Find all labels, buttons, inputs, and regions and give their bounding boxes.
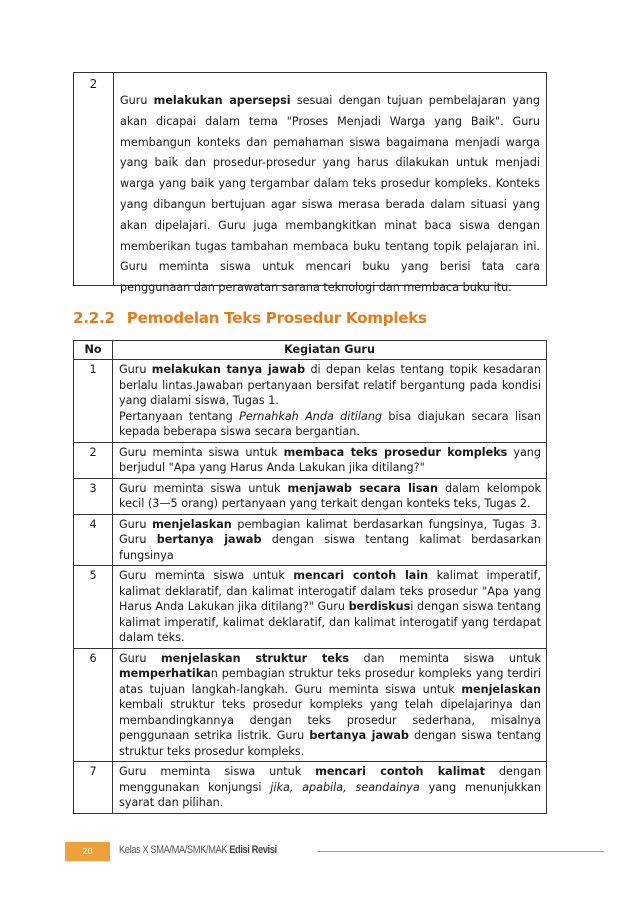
section-title: Pemodelan Teks Prosedur Kompleks — [126, 309, 427, 327]
text-run: Guru — [119, 517, 153, 531]
text-run: kalimat imperatif, kalimat deklaratif, dan kalimat interogatif dalam teks prosedur "Apa yang Harus Anda Lakukan jika ditilang?" Guru — [119, 569, 541, 613]
book-class: Kelas X SMA/MA/SMK/MAK — [119, 844, 230, 856]
row-number: 2 — [74, 442, 113, 478]
text-run: dengan menggunakan konjungsi — [119, 765, 542, 794]
book-edition: Edisi Revisi — [229, 844, 277, 856]
table-row — [74, 566, 547, 649]
bold-text: bertanya jawab — [156, 533, 262, 546]
section-number: 2.2.2 — [73, 309, 115, 327]
section-heading — [73, 309, 427, 327]
row-number: 2 — [89, 77, 98, 91]
activity-text — [113, 648, 547, 762]
italic-text: jika, apabila, seandainya — [270, 780, 420, 794]
bold-text: menjelaskan struktur teks — [160, 651, 349, 665]
bold-text: bertanya jawab — [309, 729, 409, 742]
page-footer — [65, 842, 541, 862]
table-row — [74, 762, 547, 814]
text-run: dengan siswa tentang struktur teks prosedur kompleks. — [119, 729, 541, 758]
text-run: bisa diajukan secara lisan kepada beberapa siswa secara bergantian. — [119, 409, 541, 438]
text-run: n pembagian struktur teks prosedur kompleks yang terdiri atas tujuan langkah-langkah. Guru meminta siswa untuk — [119, 667, 541, 696]
bold-text: melakukan apersepsi — [153, 94, 291, 107]
row-number: 6 — [74, 648, 113, 762]
activity-text — [113, 442, 547, 478]
activity-text — [113, 360, 547, 443]
activity-text — [113, 478, 547, 514]
footer-rule — [317, 851, 604, 852]
text-run: kembali struktur teks prosedur kompleks yang telah dipelajarinya dan membandingkannya dengan teks prosedur sederhana, misalnya penggunaan setrika listrik. Guru — [119, 698, 541, 742]
table-row — [74, 360, 547, 443]
text-run: Guru meminta siswa untuk — [119, 445, 284, 459]
header-kegiatan-guru: Kegiatan Guru — [113, 341, 547, 360]
text-run: Guru — [119, 363, 152, 376]
text-run: Pertanyaan tentang — [119, 409, 240, 423]
table-row — [74, 514, 547, 566]
bold-text: melakukan tanya jawab — [151, 363, 306, 376]
text-run: pembagian kalimat berdasarkan fungsinya, Tugas 3. Guru — [119, 517, 541, 546]
text-run: dan meminta siswa untuk — [349, 651, 541, 665]
bold-text: memperhatika — [119, 667, 211, 680]
row-number: 1 — [74, 360, 113, 443]
table-row — [74, 442, 547, 478]
table-header-row — [74, 341, 547, 360]
text-run: i dengan siswa tentang kalimat imperatif, kalimat deklaratif, dan kalimat interogatif yang terdapat dalam teks. — [119, 600, 541, 644]
text-run: di depan kelas tentang topik kesadaran berlalu lintas.Jawaban pertanyaan bersifat relatif bergantung pada kondisi yang dialami siswa, Tugas 1. — [119, 363, 541, 407]
table-row — [74, 478, 547, 514]
activity-text — [120, 91, 540, 299]
text-run: Guru meminta siswa untuk — [119, 481, 288, 495]
text-run: dalam kelompok kecil (3—5 orang) pertanyaan yang terkait dengan konteks teks, Tugas 2. — [119, 481, 541, 510]
text-run: Guru — [119, 651, 161, 665]
bold-text: berdiskus — [348, 600, 411, 613]
bold-text: menjawab secara lisan — [287, 481, 438, 495]
page-number: 20 — [65, 842, 110, 861]
bold-text: membaca teks prosedur kompleks — [283, 445, 508, 459]
activity-text — [113, 514, 547, 566]
bold-text: menjelaskan — [461, 682, 541, 696]
italic-text: Pernahkah Anda ditilang — [239, 409, 383, 423]
text-run: yang berjudul "Apa yang Harus Anda Lakukan jika ditilang?" — [119, 445, 542, 474]
row-number: 7 — [74, 762, 113, 814]
text-run: Guru meminta siswa untuk — [119, 765, 316, 778]
text-run: sesuai dengan tujuan pembelajaran yang akan dicapai dalam tema "Proses Menjadi Warga yang Baik". Guru membangun konteks dan pemahaman siswa bagaimana menjadi warga yang baik dan prosedur-prosedur yang harus dilakukan untuk menjadi warga yang baik yang tergambar dalam teks prosedur kompleks. Konteks yang dibangun bertujuan agar siswa merasa berada dalam situasi yang akan dipelajari. Guru juga membangkitkan minat baca siswa dengan memberikan tugas tambahan membaca buku tentang topik pelajaran ini. Guru meminta siswa untuk mencari buku yang berisi tata cara penggunaan dan perawatan sarana teknologi dan membaca buku itu. — [120, 94, 540, 295]
text-run: dengan siswa tentang kalimat berdasarkan fungsinya — [119, 533, 541, 562]
book-title — [119, 844, 277, 856]
row-number: 5 — [74, 566, 113, 649]
bold-text: mencari contoh kalimat — [315, 765, 485, 778]
bold-text: mencari contoh lain — [293, 569, 429, 582]
column-divider — [113, 73, 114, 285]
row-number: 4 — [74, 514, 113, 566]
header-no: No — [74, 341, 113, 360]
row-number: 3 — [74, 478, 113, 514]
table-row — [74, 648, 547, 762]
activity-text — [113, 762, 547, 814]
bold-text: menjelaskan — [152, 517, 232, 531]
text-run: yang menunjukkan syarat dan pilihan. — [119, 780, 541, 809]
activity-text — [113, 566, 547, 649]
text-run: Guru meminta siswa untuk — [119, 569, 294, 582]
activity-table — [73, 340, 547, 814]
text-run: Guru — [120, 94, 154, 107]
continuation-table — [73, 72, 547, 295]
